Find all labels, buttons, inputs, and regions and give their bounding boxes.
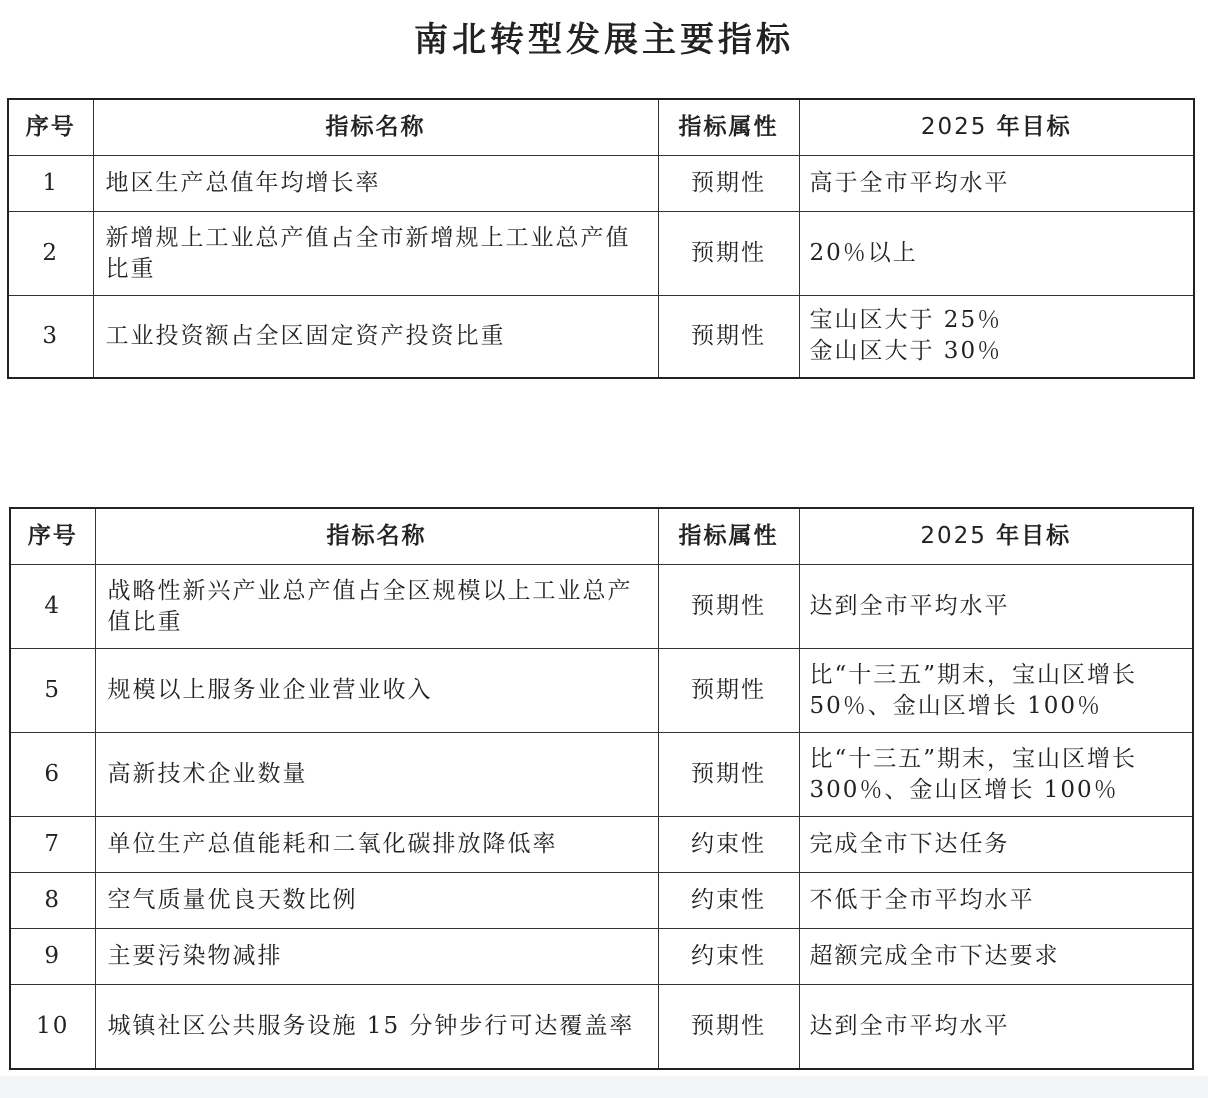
header-target-year: 2025 bbox=[920, 114, 988, 140]
row-name: 战略性新兴产业总产值占全区规模以上工业总产值比重 bbox=[95, 565, 658, 649]
row-attr: 预期性 bbox=[658, 985, 799, 1069]
row-attr: 预期性 bbox=[658, 733, 799, 817]
table-row bbox=[8, 156, 1194, 212]
row-target-line: 不低于全市平均水平 bbox=[809, 887, 1035, 913]
header-target bbox=[799, 99, 1194, 156]
row-name: 高新技术企业数量 bbox=[95, 733, 658, 817]
row-num: 8 bbox=[10, 873, 95, 929]
table-header-row bbox=[10, 508, 1193, 565]
row-attr: 约束性 bbox=[658, 817, 799, 873]
row-num: 1 bbox=[8, 156, 93, 212]
bottom-band bbox=[0, 1076, 1208, 1098]
header-attr: 指标属性 bbox=[658, 99, 799, 156]
header-target-year: 2025 bbox=[920, 523, 987, 549]
table-header-row bbox=[8, 99, 1194, 156]
table-row bbox=[10, 985, 1193, 1069]
row-target-line: 超额完成全市下达要求 bbox=[809, 943, 1060, 969]
row-target bbox=[799, 212, 1194, 296]
table-row bbox=[10, 873, 1193, 929]
row-name: 地区生产总值年均增长率 bbox=[93, 156, 658, 212]
row-attr: 预期性 bbox=[658, 565, 799, 649]
row-target bbox=[799, 296, 1194, 378]
table-row bbox=[10, 565, 1193, 649]
row-attr: 约束性 bbox=[658, 873, 799, 929]
row-target bbox=[799, 733, 1193, 817]
row-target-line: 达到全市平均水平 bbox=[809, 593, 1010, 619]
table-row bbox=[10, 929, 1193, 985]
header-target-label: 年目标 bbox=[996, 114, 1072, 140]
row-num: 6 bbox=[10, 733, 95, 817]
row-attr: 约束性 bbox=[658, 929, 799, 985]
row-target-line: 宝山区大于 25％ bbox=[809, 307, 1003, 334]
row-name: 工业投资额占全区固定资产投资比重 bbox=[93, 296, 658, 378]
header-num: 序号 bbox=[10, 508, 95, 565]
row-name: 规模以上服务业企业营业收入 bbox=[95, 649, 658, 733]
row-num: 2 bbox=[8, 212, 93, 296]
row-attr: 预期性 bbox=[658, 156, 799, 212]
row-target bbox=[799, 985, 1193, 1069]
row-target-line: 比“十三五”期末，宝山区增长 300％、金山区增长 100％ bbox=[809, 745, 1138, 803]
table-row bbox=[10, 817, 1193, 873]
header-name: 指标名称 bbox=[93, 99, 658, 156]
header-attr: 指标属性 bbox=[658, 508, 799, 565]
row-target-line: 达到全市平均水平 bbox=[809, 1012, 1010, 1039]
row-name: 单位生产总值能耗和二氧化碳排放降低率 bbox=[95, 817, 658, 873]
row-target-line: 比“十三五”期末，宝山区增长 50％、金山区增长 100％ bbox=[809, 661, 1138, 719]
row-target bbox=[799, 817, 1193, 873]
header-target-label: 年目标 bbox=[996, 523, 1072, 549]
row-target bbox=[799, 565, 1193, 649]
row-attr: 预期性 bbox=[658, 212, 799, 296]
table-row bbox=[10, 733, 1193, 817]
row-num: 9 bbox=[10, 929, 95, 985]
row-name: 新增规上工业总产值占全市新增规上工业总产值比重 bbox=[93, 212, 658, 296]
row-name: 空气质量优良天数比例 bbox=[95, 873, 658, 929]
row-target-line: 高于全市平均水平 bbox=[809, 170, 1010, 196]
indicator-table-2 bbox=[9, 507, 1194, 1070]
indicator-table-1 bbox=[7, 98, 1195, 379]
row-target-line: 金山区大于 30％ bbox=[809, 338, 1003, 365]
header-name: 指标名称 bbox=[95, 508, 658, 565]
row-name: 城镇社区公共服务设施 15 分钟步行可达覆盖率 bbox=[95, 985, 658, 1069]
table-row bbox=[8, 212, 1194, 296]
row-target-line: 20％以上 bbox=[809, 240, 918, 266]
row-name: 主要污染物减排 bbox=[95, 929, 658, 985]
table-row bbox=[8, 296, 1194, 378]
row-num: 10 bbox=[10, 985, 95, 1069]
row-target-line: 完成全市下达任务 bbox=[809, 831, 1010, 857]
table-row bbox=[10, 649, 1193, 733]
row-num: 5 bbox=[10, 649, 95, 733]
row-target bbox=[799, 649, 1193, 733]
row-attr: 预期性 bbox=[658, 296, 799, 378]
row-target bbox=[799, 873, 1193, 929]
row-num: 3 bbox=[8, 296, 93, 378]
header-target bbox=[799, 508, 1193, 565]
header-num: 序号 bbox=[8, 99, 93, 156]
row-num: 4 bbox=[10, 565, 95, 649]
row-num: 7 bbox=[10, 817, 95, 873]
page-title: 南北转型发展主要指标 bbox=[414, 20, 794, 60]
row-target bbox=[799, 929, 1193, 985]
row-attr: 预期性 bbox=[658, 649, 799, 733]
row-target bbox=[799, 156, 1194, 212]
